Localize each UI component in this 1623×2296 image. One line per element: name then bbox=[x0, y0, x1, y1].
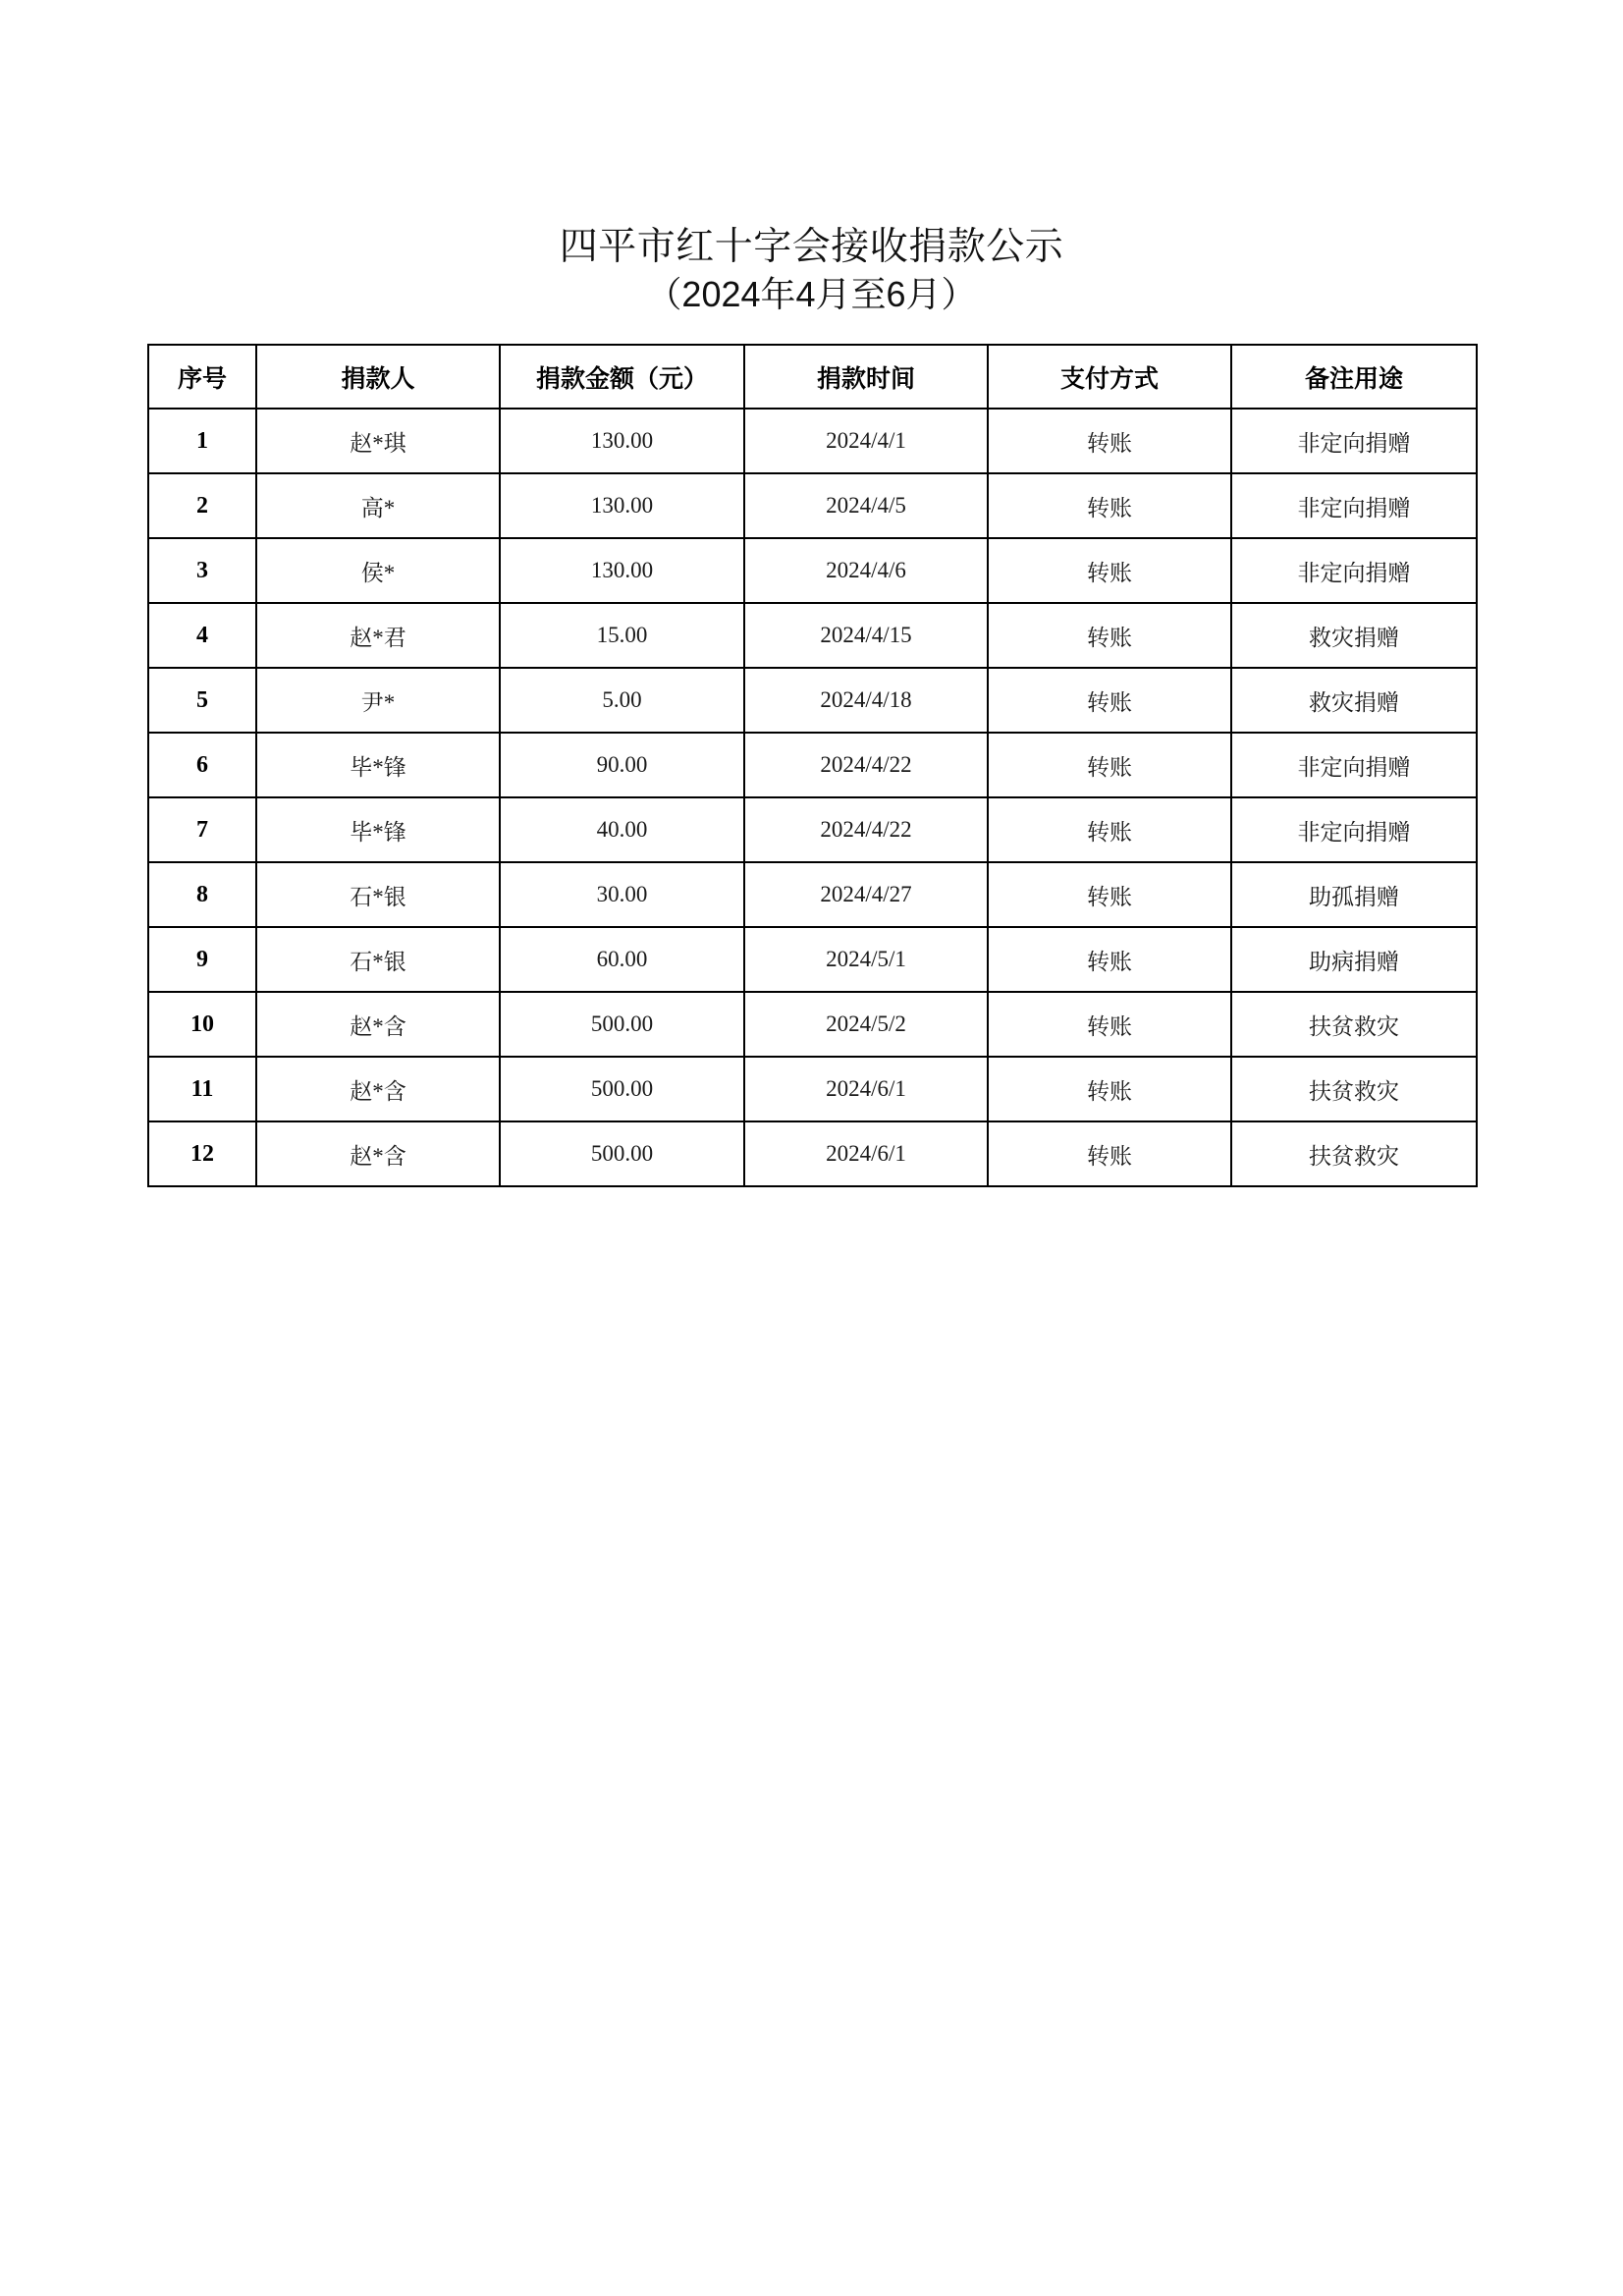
cell-donor: 毕*锋 bbox=[256, 797, 500, 862]
cell-date: 2024/4/15 bbox=[744, 603, 988, 668]
cell-amount: 130.00 bbox=[500, 538, 744, 603]
cell-index: 7 bbox=[148, 797, 256, 862]
document-title-block bbox=[0, 224, 1623, 318]
header-purpose: 备注用途 bbox=[1231, 345, 1477, 409]
cell-index: 2 bbox=[148, 473, 256, 538]
cell-payment-method: 转账 bbox=[988, 927, 1231, 992]
header-payment-method: 支付方式 bbox=[988, 345, 1231, 409]
cell-donor: 高* bbox=[256, 473, 500, 538]
cell-date: 2024/4/1 bbox=[744, 409, 988, 473]
table-header-row bbox=[148, 345, 1477, 409]
table-row bbox=[148, 862, 1477, 927]
cell-date: 2024/4/6 bbox=[744, 538, 988, 603]
table-row bbox=[148, 797, 1477, 862]
cell-date: 2024/4/22 bbox=[744, 797, 988, 862]
header-amount: 捐款金额（元） bbox=[500, 345, 744, 409]
table-row bbox=[148, 473, 1477, 538]
cell-amount: 40.00 bbox=[500, 797, 744, 862]
cell-payment-method: 转账 bbox=[988, 1057, 1231, 1121]
table-row bbox=[148, 603, 1477, 668]
cell-index: 8 bbox=[148, 862, 256, 927]
cell-payment-method: 转账 bbox=[988, 409, 1231, 473]
cell-date: 2024/6/1 bbox=[744, 1121, 988, 1186]
cell-amount: 15.00 bbox=[500, 603, 744, 668]
cell-date: 2024/4/18 bbox=[744, 668, 988, 733]
cell-amount: 30.00 bbox=[500, 862, 744, 927]
cell-payment-method: 转账 bbox=[988, 862, 1231, 927]
cell-donor: 赵*君 bbox=[256, 603, 500, 668]
cell-payment-method: 转账 bbox=[988, 538, 1231, 603]
header-donor: 捐款人 bbox=[256, 345, 500, 409]
cell-amount: 130.00 bbox=[500, 473, 744, 538]
cell-donor: 石*银 bbox=[256, 862, 500, 927]
cell-index: 5 bbox=[148, 668, 256, 733]
cell-amount: 60.00 bbox=[500, 927, 744, 992]
cell-purpose: 扶贫救灾 bbox=[1231, 992, 1477, 1057]
document-subtitle: （2024年4月至6月） bbox=[646, 274, 977, 314]
cell-amount: 5.00 bbox=[500, 668, 744, 733]
table-row bbox=[148, 733, 1477, 797]
cell-index: 11 bbox=[148, 1057, 256, 1121]
cell-date: 2024/4/27 bbox=[744, 862, 988, 927]
cell-index: 4 bbox=[148, 603, 256, 668]
cell-purpose: 救灾捐赠 bbox=[1231, 603, 1477, 668]
cell-purpose: 扶贫救灾 bbox=[1231, 1057, 1477, 1121]
cell-donor: 赵*含 bbox=[256, 992, 500, 1057]
cell-date: 2024/4/5 bbox=[744, 473, 988, 538]
cell-donor: 毕*锋 bbox=[256, 733, 500, 797]
cell-donor: 赵*含 bbox=[256, 1121, 500, 1186]
table-row bbox=[148, 1057, 1477, 1121]
cell-payment-method: 转账 bbox=[988, 992, 1231, 1057]
cell-purpose: 非定向捐赠 bbox=[1231, 797, 1477, 862]
cell-amount: 130.00 bbox=[500, 409, 744, 473]
cell-purpose: 非定向捐赠 bbox=[1231, 733, 1477, 797]
cell-amount: 500.00 bbox=[500, 1057, 744, 1121]
cell-amount: 500.00 bbox=[500, 1121, 744, 1186]
cell-index: 6 bbox=[148, 733, 256, 797]
cell-purpose: 扶贫救灾 bbox=[1231, 1121, 1477, 1186]
cell-purpose: 非定向捐赠 bbox=[1231, 409, 1477, 473]
cell-date: 2024/4/22 bbox=[744, 733, 988, 797]
header-index: 序号 bbox=[148, 345, 256, 409]
table-row bbox=[148, 409, 1477, 473]
cell-purpose: 非定向捐赠 bbox=[1231, 473, 1477, 538]
cell-donor: 赵*含 bbox=[256, 1057, 500, 1121]
cell-index: 12 bbox=[148, 1121, 256, 1186]
document-title: 四平市红十字会接收捐款公示 bbox=[559, 226, 1064, 268]
cell-amount: 500.00 bbox=[500, 992, 744, 1057]
cell-purpose: 助病捐赠 bbox=[1231, 927, 1477, 992]
cell-payment-method: 转账 bbox=[988, 797, 1231, 862]
cell-payment-method: 转账 bbox=[988, 473, 1231, 538]
cell-amount: 90.00 bbox=[500, 733, 744, 797]
cell-purpose: 助孤捐赠 bbox=[1231, 862, 1477, 927]
donation-table bbox=[147, 344, 1478, 1187]
cell-donor: 石*银 bbox=[256, 927, 500, 992]
cell-donor: 尹* bbox=[256, 668, 500, 733]
cell-payment-method: 转账 bbox=[988, 603, 1231, 668]
cell-payment-method: 转账 bbox=[988, 668, 1231, 733]
cell-donor: 赵*琪 bbox=[256, 409, 500, 473]
cell-donor: 侯* bbox=[256, 538, 500, 603]
cell-index: 10 bbox=[148, 992, 256, 1057]
cell-index: 1 bbox=[148, 409, 256, 473]
table-row bbox=[148, 1121, 1477, 1186]
cell-index: 9 bbox=[148, 927, 256, 992]
cell-purpose: 救灾捐赠 bbox=[1231, 668, 1477, 733]
table-row bbox=[148, 538, 1477, 603]
header-date: 捐款时间 bbox=[744, 345, 988, 409]
cell-purpose: 非定向捐赠 bbox=[1231, 538, 1477, 603]
cell-index: 3 bbox=[148, 538, 256, 603]
cell-payment-method: 转账 bbox=[988, 733, 1231, 797]
cell-payment-method: 转账 bbox=[988, 1121, 1231, 1186]
table-row bbox=[148, 668, 1477, 733]
table-row bbox=[148, 927, 1477, 992]
cell-date: 2024/6/1 bbox=[744, 1057, 988, 1121]
cell-date: 2024/5/2 bbox=[744, 992, 988, 1057]
table-row bbox=[148, 992, 1477, 1057]
cell-date: 2024/5/1 bbox=[744, 927, 988, 992]
